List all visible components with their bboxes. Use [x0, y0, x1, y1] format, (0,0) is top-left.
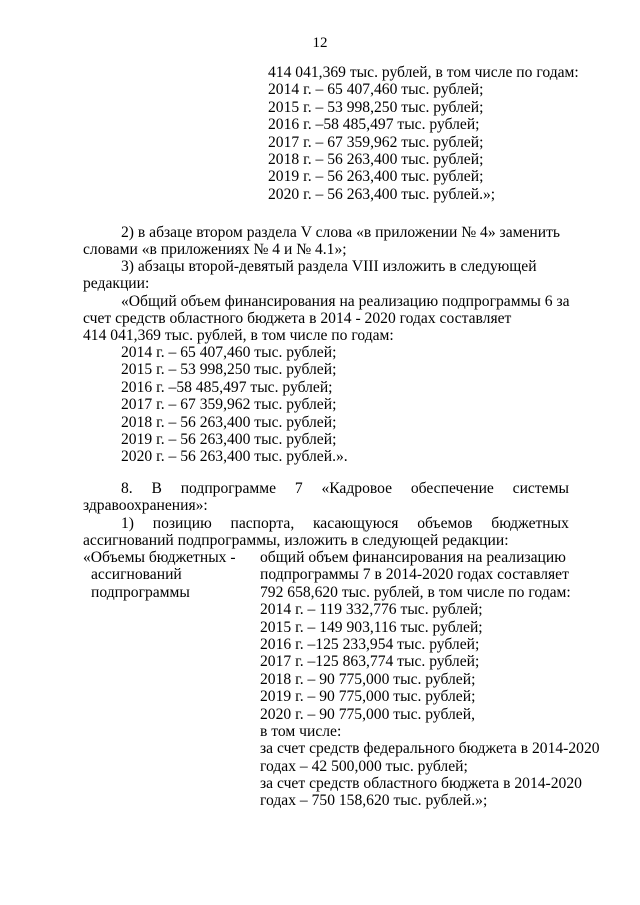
- text-line: за счет средств областного бюджета в 2014-2020: [260, 775, 582, 793]
- text-line: 414 041,369 тыс. рублей, в том числе по годам:: [268, 64, 579, 81]
- text-line: 2020 г. – 56 263,400 тыс. рублей.»;: [268, 185, 496, 203]
- item-8-line-2: здравоохранения»:: [83, 497, 208, 514]
- funding-years-block-2: [121, 344, 348, 466]
- text-line: 2019 г. – 56 263,400 тыс. рублей;: [121, 430, 337, 448]
- text-line: 2016 г. –58 485,497 тыс. рублей;: [121, 378, 333, 396]
- item-3-line-2: редакции:: [83, 275, 150, 292]
- quote-line-3: 414 041,369 тыс. рублей, в том числе по годам:: [83, 327, 394, 344]
- word: объемов: [417, 515, 473, 532]
- item-1-line-2: ассигнований подпрограммы, изложить в следующей редакции:: [83, 532, 509, 549]
- text-line: 2016 г. –125 233,954 тыс. рублей;: [260, 635, 480, 653]
- word: системы: [512, 480, 569, 497]
- text-line: подпрограммы: [91, 583, 190, 601]
- passport-right-column: [260, 549, 600, 810]
- text-line: 2015 г. – 149 903,116 тыс. рублей;: [260, 618, 483, 636]
- text-line: 2018 г. – 56 263,400 тыс. рублей;: [121, 413, 337, 431]
- text-line: 2014 г. – 65 407,460 тыс. рублей;: [268, 81, 484, 99]
- text-line: 2015 г. – 53 998,250 тыс. рублей;: [268, 98, 484, 116]
- text-line: 2017 г. – 67 359,962 тыс. рублей;: [268, 133, 484, 151]
- text-line: 2017 г. – 67 359,962 тыс. рублей;: [121, 396, 337, 414]
- text-line: 2017 г. –125 863,774 тыс. рублей;: [260, 653, 480, 671]
- item-2-line-2: словами «в приложениях № 4 и № 4.1»;: [83, 241, 347, 258]
- text-line: 2016 г. –58 485,497 тыс. рублей;: [268, 116, 480, 134]
- text-line: 2015 г. – 53 998,250 тыс. рублей;: [121, 361, 337, 379]
- text-line: за счет средств федерального бюджета в 2014-2020: [260, 740, 600, 758]
- quote-line-2: счет средств областного бюджета в 2014 - 2020 годах составляет: [83, 310, 512, 327]
- item-2-line-1: 2) в абзаце втором раздела V слова «в приложении № 4» заменить: [121, 224, 561, 241]
- text-line: 2018 г. – 90 775,000 тыс. рублей;: [260, 670, 476, 688]
- item-1-line-1: [121, 515, 569, 532]
- word: обеспечение: [410, 480, 494, 497]
- word: бюджетных: [491, 515, 569, 532]
- quote-line-1: «Общий объем финансирования на реализацию подпрограммы 6 за: [121, 293, 570, 310]
- text-line: общий объем финансирования на реализацию: [260, 549, 566, 566]
- text-line: 792 658,620 тыс. рублей, в том числе по годам:: [260, 583, 571, 601]
- text-line: 2019 г. – 56 263,400 тыс. рублей;: [268, 168, 484, 186]
- text-line: 2018 г. – 56 263,400 тыс. рублей;: [268, 150, 484, 168]
- word: касающуюся: [312, 515, 399, 532]
- text-line: «Объемы бюджетных -: [83, 549, 236, 566]
- funding-years-block-1: [268, 64, 579, 203]
- word: паспорта,: [230, 515, 295, 532]
- word: подпрограмме: [180, 480, 277, 497]
- word: 1): [121, 515, 134, 532]
- word: В: [151, 480, 162, 497]
- word: 7: [294, 480, 303, 497]
- text-line: 2020 г. – 90 775,000 тыс. рублей,: [260, 705, 475, 723]
- text-line: годах – 750 158,620 тыс. рублей.»;: [260, 792, 488, 810]
- item-8-line-1: [121, 480, 569, 497]
- passport-left-column: [83, 549, 236, 601]
- word: «Кадровое: [321, 480, 393, 497]
- text-line: 2014 г. – 65 407,460 тыс. рублей;: [121, 344, 337, 361]
- page-number: 12: [312, 35, 328, 51]
- text-line: годах – 42 500,000 тыс. рублей;: [260, 757, 468, 775]
- text-line: 2014 г. – 119 332,776 тыс. рублей;: [260, 601, 483, 619]
- text-line: подпрограммы 7 в 2014-2020 годах составляет: [260, 566, 569, 584]
- word: 8.: [121, 480, 133, 497]
- item-3-line-1: 3) абзацы второй-девятый раздела VIII изложить в следующей: [121, 258, 537, 275]
- text-line: ассигнований: [91, 566, 182, 584]
- text-line: в том числе:: [260, 722, 342, 740]
- word: позицию: [152, 515, 212, 532]
- text-line: 2020 г. – 56 263,400 тыс. рублей.».: [121, 448, 348, 466]
- text-line: 2019 г. – 90 775,000 тыс. рублей;: [260, 688, 476, 706]
